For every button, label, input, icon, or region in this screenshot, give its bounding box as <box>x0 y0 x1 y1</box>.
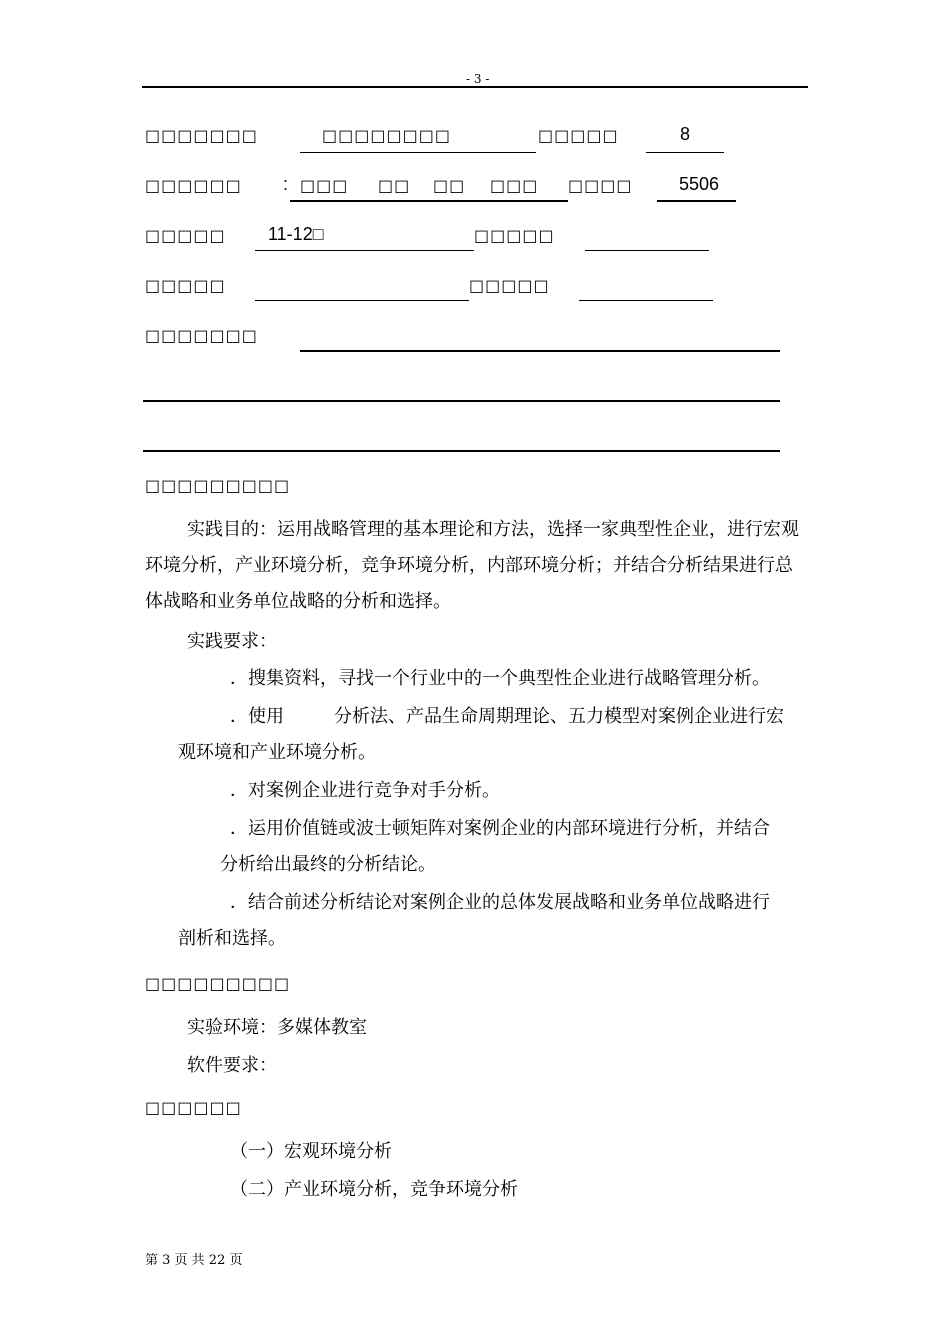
form-row1-underline-a <box>300 152 536 153</box>
section1-req4-a: ．运用价值链或波士顿矩阵对案例企业的内部环境进行分析，并结合 <box>230 818 770 839</box>
section1-heading: □□□□□□□□□ <box>145 476 291 495</box>
section1-req3: ．对案例企业进行竞争对手分析。 <box>230 780 500 801</box>
section3-item1: （一）宏观环境分析 <box>230 1141 392 1162</box>
footer-page-count: 第 3 页 共 22 页 <box>145 1253 243 1268</box>
section2-software: 软件要求： <box>187 1055 277 1076</box>
form-row3-underline-a <box>255 250 474 251</box>
header-page-number: - 3 - <box>466 72 490 86</box>
section1-req2-b: 分析法、产品生命周期理论、五力模型对案例企业进行宏 <box>334 706 784 727</box>
form-row3-underline-b <box>585 250 709 251</box>
form-row4-underline-b <box>579 300 713 301</box>
form-row2-label-b: □□□□ <box>568 176 633 195</box>
form-row3-label-b: □□□□□ <box>474 226 555 245</box>
section1-req5-a: ．结合前述分析结论对案例企业的总体发展战略和业务单位战略进行 <box>230 892 770 913</box>
form-row2-seg3: □□ <box>433 176 466 195</box>
section1-requirements-label: 实践要求： <box>187 631 277 652</box>
section1-req5-b: 剖析和选择。 <box>178 928 286 949</box>
form-row3-value-a: 11-12□ <box>268 224 324 244</box>
form-blank-line-1 <box>143 400 780 402</box>
form-row3-label-a: □□□□□ <box>145 226 226 245</box>
header-rule <box>142 86 808 88</box>
form-row2-colon: : <box>283 174 289 194</box>
form-row2-value-b: 5506 <box>679 174 720 194</box>
form-row1-underline-b <box>646 152 724 153</box>
form-row4-label-a: □□□□□ <box>145 276 226 295</box>
section1-req4-b: 分析给出最终的分析结论。 <box>220 854 436 875</box>
form-row5-label-a: □□□□□□□ <box>145 326 258 345</box>
section1-req1: ．搜集资料，寻找一个行业中的一个典型性企业进行战略管理分析。 <box>230 668 770 689</box>
section1-purpose: 实践目的：运用战略管理的基本理论和方法，选择一家典型性企业，进行宏观环境分析，产业环境分析，竞争环境分析，内部环境分析；并结合分析结果进行总体战略和业务单位战略的分析和选择。 <box>145 519 799 612</box>
form-blank-line-2 <box>143 450 780 452</box>
form-row4-label-b: □□□□□ <box>469 276 550 295</box>
section2-env: 实验环境：多媒体教室 <box>187 1017 367 1038</box>
form-row1-label-a: □□□□□□□ <box>145 126 258 145</box>
section3-heading: □□□□□□ <box>145 1098 242 1117</box>
form-row2-seg1: □□□ <box>300 176 349 195</box>
section1-req2-a: ．使用 <box>230 706 284 727</box>
section1-req2-c: 观环境和产业环境分析。 <box>178 742 376 763</box>
section2-heading: □□□□□□□□□ <box>145 974 291 993</box>
form-row4-underline-a <box>255 300 469 301</box>
form-row1-value-b: 8 <box>680 124 691 144</box>
form-row2-seg4: □□□ <box>490 176 539 195</box>
form-row2-label-a: □□□□□□ <box>145 176 242 195</box>
section3-item2: （二）产业环境分析，竞争环境分析 <box>230 1179 518 1200</box>
form-row2-underline-b <box>657 200 736 202</box>
form-row1-value-a: □□□□□□□□ <box>322 126 451 145</box>
form-row2-underline-a <box>290 200 568 202</box>
form-row5-underline <box>300 350 780 352</box>
form-row1-label-b: □□□□□ <box>538 126 619 145</box>
form-row2-seg2: □□ <box>378 176 411 195</box>
